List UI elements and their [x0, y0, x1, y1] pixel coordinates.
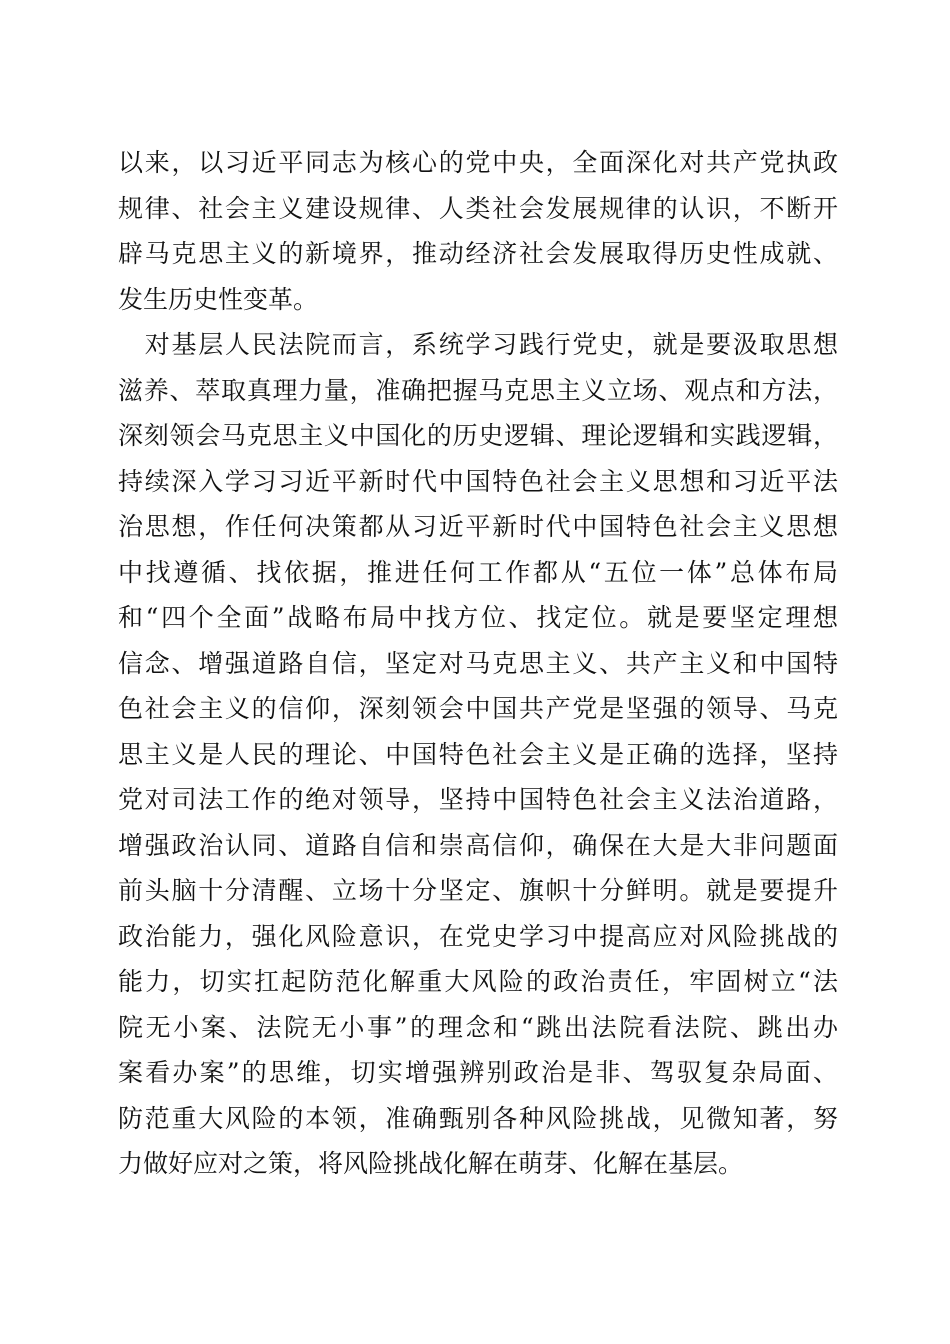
document-body: [118, 140, 838, 1187]
text-line: 滋养、萃取真理力量，准确把握马克思主义立场、观点和方法，: [118, 375, 838, 405]
text-line: 和“四个全面”战略布局中找方位、找定位。就是要坚定理想: [118, 603, 838, 632]
text-line: 能力，切实扛起防范化解重大风险的政治责任，牢固树立“法: [118, 967, 838, 996]
paragraph-1: [118, 140, 838, 322]
text-line: 以来，以习近平同志为核心的党中央，全面深化对共产党执政: [118, 148, 838, 177]
text-line: 中找遵循、找依据，推进任何工作都从“五位一体”总体布局: [118, 557, 838, 587]
text-line: 对基层人民法院而言，系统学习践行党史，就是要汲取思想: [118, 330, 838, 359]
text-line: 信念、增强道路自信，坚定对马克思主义、共产主义和中国特: [118, 648, 838, 678]
text-line: 案看办案”的思维，切实增强辨别政治是非、驾驭复杂局面、: [118, 1058, 838, 1087]
text-line: 力做好应对之策，将风险挑战化解在萌芽、化解在基层。: [118, 1149, 744, 1178]
text-line: 前头脑十分清醒、立场十分坚定、旗帜十分鲜明。就是要提升: [118, 876, 838, 905]
text-line: 治思想，作任何决策都从习近平新时代中国特色社会主义思想: [118, 512, 838, 541]
text-line: 防范重大风险的本领，准确甄别各种风险挑战，见微知著，努: [118, 1103, 838, 1133]
text-line: 色社会主义的信仰，深刻领会中国共产党是坚强的领导、马克: [118, 694, 838, 723]
text-line: 增强政治认同、道路自信和崇高信仰，确保在大是大非问题面: [118, 830, 838, 860]
paragraph-2: [118, 322, 838, 1187]
text-line: 发生历史性变革。: [118, 284, 319, 314]
text-line: 政治能力，强化风险意识，在党史学习中提高应对风险挑战的: [118, 921, 838, 951]
text-line: 辟马克思主义的新境界，推动经济社会发展取得历史性成就、: [118, 239, 838, 268]
text-line: 持续深入学习习近平新时代中国特色社会主义思想和习近平法: [118, 466, 838, 496]
text-line: 党对司法工作的绝对领导，坚持中国特色社会主义法治道路，: [118, 785, 838, 814]
text-line: 规律、社会主义建设规律、人类社会发展规律的认识，不断开: [118, 193, 838, 223]
text-line: 院无小案、法院无小事”的理念和“跳出法院看法院、跳出办: [118, 1012, 838, 1042]
text-line: 深刻领会马克思主义中国化的历史逻辑、理论逻辑和实践逻辑，: [118, 421, 838, 450]
text-line: 思主义是人民的理论、中国特色社会主义是正确的选择，坚持: [118, 739, 838, 769]
